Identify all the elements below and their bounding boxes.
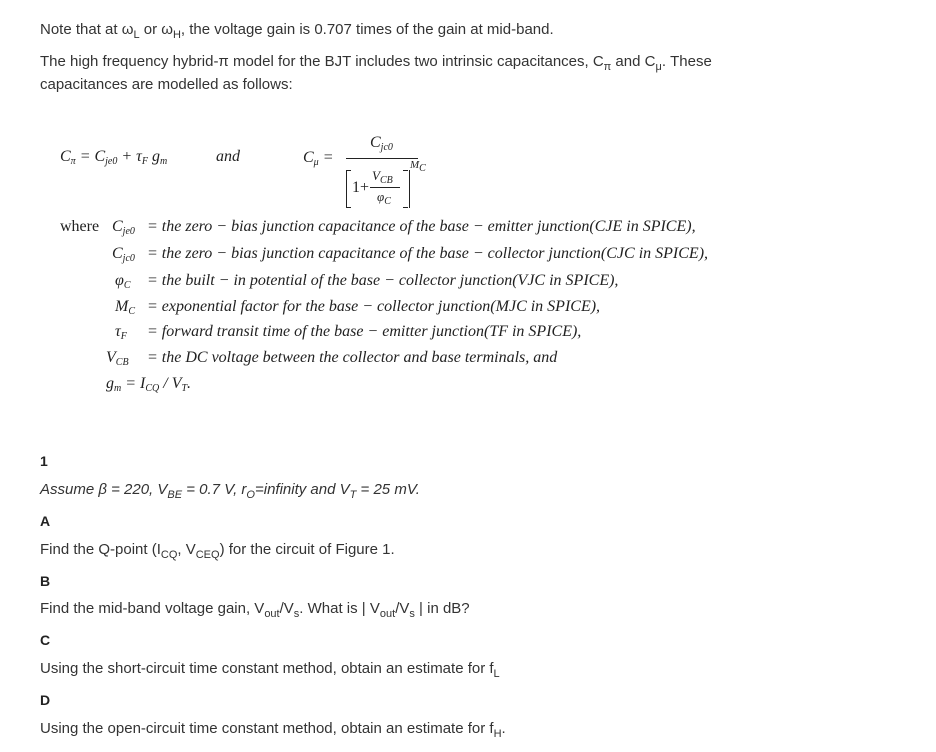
c-pi-equation: $C_\pi = C_{je0} + \tau_F$ $g_m$ (60, 148, 168, 167)
c-mu-numerator: $C_{jc0}$ (370, 134, 393, 153)
def-sym-cjc0: $C_{jc0}$ (112, 245, 135, 264)
def-sym-phic: $\varphi_C$ (115, 272, 131, 291)
part-a-label: A (40, 513, 51, 529)
c-mu-inner-bar (370, 187, 400, 188)
def-row-cje0: = the zero − bias junction capacitance of the base − emitter junction(CJE in SPICE), (147, 218, 696, 235)
part-d-text: Using the open-circuit time constant method, obtain an estimate for $f_H$. (40, 720, 506, 740)
c-mu-exponent: MC (410, 159, 426, 174)
def-sym-cje0: $C_{je0}$ (112, 218, 135, 237)
part-d-label: D (40, 692, 51, 708)
part-a-text: Find the Q-point ($I_{CQ}$, $V_{CEQ}$) for the circuit of Figure 1. (40, 541, 395, 561)
where-label: where (60, 218, 100, 235)
def-row-tauf: = forward transit time of the base − emitter junction(TF in SPICE), (147, 323, 582, 340)
intro-line-2: The high frequency hybrid-π model for the BJT includes two intrinsic capacitances, $C_\pi$ and $C_\mu$. These (40, 53, 712, 73)
c-mu-lhs: $C_\mu$ = (303, 149, 334, 168)
part-c-text: Using the short-circuit time constant method, obtain an estimate for $f_L$ (40, 660, 500, 680)
part-b-label: B (40, 573, 51, 589)
def-sym-vcb: $V_{CB}$ (106, 349, 129, 368)
def-row-cjc0: = the zero − bias junction capacitance of the base − collector junction(CJC in SPICE), (147, 245, 709, 262)
intro-line-1: Note that at $\omega_L$ or $\omega_H$, the voltage gain is 0.707 times of the gain at mid-band. (40, 21, 554, 41)
def-sym-tauf: $\tau_F$ (115, 323, 127, 342)
def-row-vcb: = the DC voltage between the collector and base terminals, and (147, 349, 558, 366)
problem-number: 1 (40, 453, 48, 469)
c-mu-den-one: 1+ (352, 179, 370, 196)
part-b-text: Find the mid-band voltage gain, $V_{out}/V_s$. What is | $V_{out}/V_s$ | in dB? (40, 600, 470, 620)
def-row-phic: = the built − in potential of the base − collector junction(VJC in SPICE), (147, 272, 619, 289)
and-word: and (216, 148, 240, 165)
c-mu-fraction-bar (346, 158, 418, 159)
problem-assumptions: Assume β = 220, $V_{BE} = 0.7$ V, $r_O=infinity$ and $V_T = 25$ mV. (40, 481, 420, 501)
c-mu-den-vcb: $V_{CB}$ (372, 168, 393, 186)
bracket-tick-br (403, 207, 408, 208)
bracket-tick-tr (403, 170, 408, 171)
bracket-tick-tl (346, 170, 351, 171)
intro-line-3: capacitances are modelled as follows: (40, 76, 293, 93)
def-sym-mc: $M_C$ (115, 298, 135, 317)
part-c-label: C (40, 632, 51, 648)
def-row-mc: = exponential factor for the base − collector junction(MJC in SPICE), (147, 298, 601, 315)
def-row-gm: $g_m = I_{CQ} / V_T$. (106, 375, 192, 394)
bracket-tick-bl (346, 207, 351, 208)
c-mu-den-phi: $\varphi_C$ (377, 189, 391, 207)
